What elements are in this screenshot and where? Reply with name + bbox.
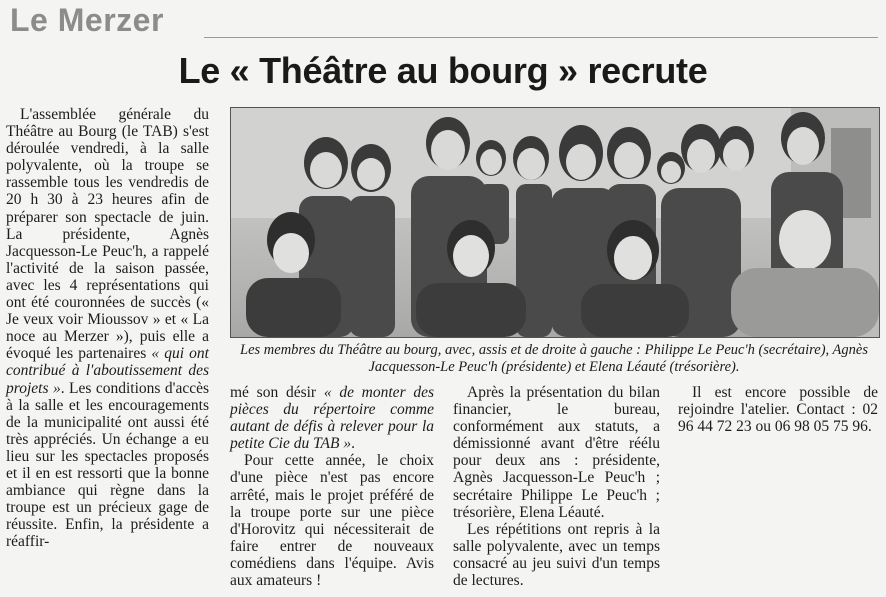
group-photo-illustration [231,108,879,337]
section-title: Le Merzer [10,2,164,38]
quote: « qui ont contribué à l'aboutissement des projets » [6,345,209,397]
quote: « de monter des pièces du répertoire comme autant de défis à relever pour la petite Cie du TAB » [230,384,434,453]
article-paragraph: Pour cette année, le choix d'une pièce n'est pas encore arrêté, mais le projet préféré de la troupe porte sur une pièce d'Horovitz qui nécessiterait de faire entrer de nouveaux comédiens dans l'équipe. Avis aux amateurs ! [230,452,434,590]
article-column-1 [6,106,209,550]
paragraph-text: . [351,435,355,453]
paragraph-text: L'assemblée générale du Théâtre au Bourg (le TAB) s'est déroulée vendredi, à la salle polyvalente, où la troupe se rassemble tous les vendredis de 20 h 30 à 23 heures afin de préparer son spectacle de juin. La présidente, Agnès Jacquesson-Le Peuc'h, a rappelé l'activité de la saison passée, avec les 4 représentations qui ont été couronnées de succès (« Je veux voir Mioussov » et « La noce au Merzer »), puis elle a évoqué les partenaires [6,106,209,363]
article-paragraph: Les répétitions ont repris à la salle polyvalente, avec un temps consacré au jeu suivi d'un temps de lectures. [453,520,660,590]
article-column-2 [230,384,434,589]
article-paragraph [6,106,209,550]
contact-paragraph: Il est encore possible de rejoindre l'atelier. Contact : 02 96 44 72 23 ou 06 98 05 75 96. [678,384,878,436]
article-column-4 [678,384,878,435]
headline: Le « Théâtre au bourg » recrute [178,50,708,91]
photo-caption: Les membres du Théâtre au bourg, avec, assis et de droite à gauche : Philippe Le Peuc'h (secrétaire), Agnès Jacquesson-Le Peuc'h (présidente) et Elena Léauté (trésorière). [240,342,868,375]
group-photo [230,107,880,338]
paragraph-text: . Les conditions d'accès à la salle et les encouragements de la municipalité ont aussi été très appréciés. Un échange a eu lieu sur les spectacles proposés et il en est ressorti que la bonne ambiance qui règne dans la troupe est un précieux gage de réussite. Enfin, la présidente a réaffir- [6,379,210,551]
paragraph-text: mé son désir [230,384,324,401]
header-rule [204,37,878,38]
article-paragraph [230,384,434,452]
article-paragraph: Après la présentation du bilan financier, le bureau, conformément aux statuts, a démissionné avant d'être réélu pour deux ans : présidente, Agnès Jacquesson-Le Peuc'h ; secrétaire Philippe Le Peuc'h ; trésorière, Elena Léauté. [453,384,660,521]
article-column-3 [453,384,660,589]
